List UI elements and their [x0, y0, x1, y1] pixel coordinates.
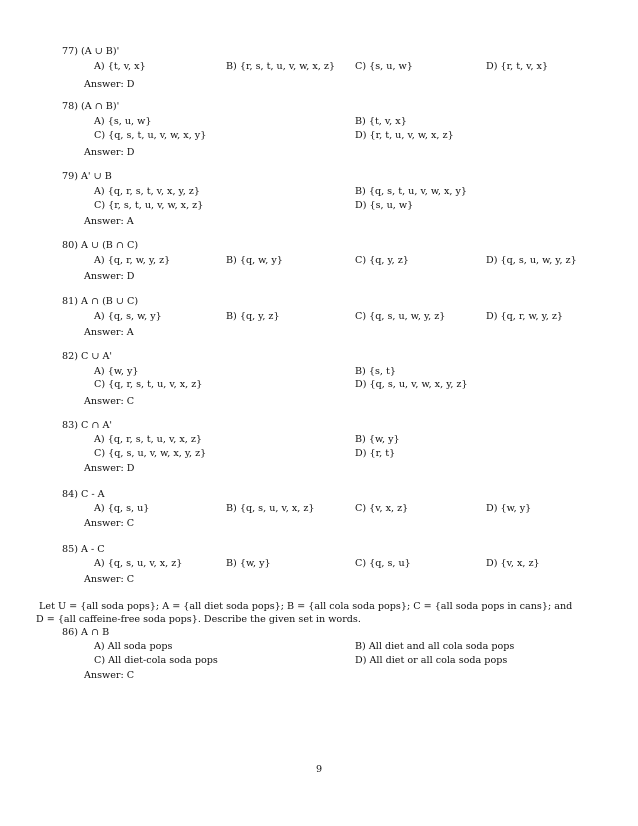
option-b: B) {s, t} — [355, 366, 396, 377]
option-c: C) {q, s, u, w, y, z} — [355, 311, 446, 322]
option-a: A) {q, r, w, y, z} — [94, 255, 171, 266]
question-title: 77) (A ∪ B)' — [62, 46, 120, 57]
question-title: 85) A - C — [62, 544, 105, 555]
intro-line-2: D = {all caffeine-free soda pops}. Describe the given set in words. — [36, 614, 361, 625]
option-b: B) {w, y} — [226, 558, 271, 569]
option-a: A) All soda pops — [94, 641, 173, 652]
question-title: 86) A ∩ B — [62, 627, 110, 638]
option-c: C) {v, x, z} — [355, 503, 409, 514]
section-intro — [36, 600, 596, 626]
answer: Answer: D — [84, 463, 135, 474]
option-c: C) {q, s, u} — [355, 558, 411, 569]
option-d: D) {q, s, u, v, w, x, y, z} — [355, 379, 468, 390]
question-title: 80) A ∪ (B ∩ C) — [62, 240, 139, 251]
option-a: A) {q, s, u, v, x, z} — [94, 558, 183, 569]
question-title: 81) A ∩ (B ∪ C) — [62, 296, 139, 307]
option-b: B) {w, y} — [355, 434, 400, 445]
option-c: C) {q, s, t, u, v, w, x, y} — [94, 130, 207, 141]
option-a: A) {q, s, w, y} — [94, 311, 162, 322]
option-b: B) {t, v, x} — [355, 116, 407, 127]
answer: Answer: C — [84, 518, 135, 529]
answer: Answer: C — [84, 574, 135, 585]
option-b: B) All diet and all cola soda pops — [355, 641, 515, 652]
option-c: C) {q, s, u, v, w, x, y, z} — [94, 448, 207, 459]
option-d: D) {q, r, w, y, z} — [486, 311, 564, 322]
page-number: 9 — [315, 764, 323, 775]
question-title: 78) (A ∩ B)' — [62, 101, 120, 112]
option-c: C) {q, y, z} — [355, 255, 409, 266]
option-c: C) {r, s, t, u, v, w, x, z} — [94, 200, 204, 211]
option-a: A) {q, r, s, t, v, x, y, z} — [94, 186, 200, 197]
option-b: B) {r, s, t, u, v, w, x, z} — [226, 61, 336, 72]
option-b: B) {q, y, z} — [226, 311, 280, 322]
option-a: A) {s, u, w} — [94, 116, 152, 127]
option-b: B) {q, s, t, u, v, w, x, y} — [355, 186, 468, 197]
answer: Answer: C — [84, 670, 135, 681]
answer: Answer: C — [84, 396, 135, 407]
option-d: D) {r, t, u, v, w, x, z} — [355, 130, 454, 141]
option-c: C) {s, u, w} — [355, 61, 413, 72]
option-a: A) {q, s, u} — [94, 503, 150, 514]
question-title: 84) C - A — [62, 489, 105, 500]
answer: Answer: A — [84, 327, 134, 338]
question-title: 82) C ∪ A' — [62, 351, 113, 362]
option-d: D) {v, x, z} — [486, 558, 540, 569]
option-d: D) {r, t} — [355, 448, 396, 459]
option-a: A) {t, v, x} — [94, 61, 146, 72]
option-c: C) All diet-cola soda pops — [94, 655, 218, 666]
answer: Answer: D — [84, 147, 135, 158]
option-d: D) All diet or all cola soda pops — [355, 655, 508, 666]
answer: Answer: D — [84, 79, 135, 90]
question-title: 83) C ∩ A' — [62, 420, 113, 431]
option-d: D) {r, t, v, x} — [486, 61, 549, 72]
option-b: B) {q, w, y} — [226, 255, 283, 266]
option-d: D) {s, u, w} — [355, 200, 414, 211]
answer: Answer: A — [84, 216, 134, 227]
option-d: D) {q, s, u, w, y, z} — [486, 255, 577, 266]
question-title: 79) A' ∪ B — [62, 171, 112, 182]
option-c: C) {q, r, s, t, u, v, x, z} — [94, 379, 203, 390]
option-a: A) {q, r, s, t, u, v, x, z} — [94, 434, 202, 445]
answer: Answer: D — [84, 271, 135, 282]
option-d: D) {w, y} — [486, 503, 532, 514]
option-a: A) {w, y} — [94, 366, 139, 377]
option-b: B) {q, s, u, v, x, z} — [226, 503, 315, 514]
intro-line-1: Let U = {all soda pops}; A = {all diet soda pops}; B = {all cola soda pops}; C = {all soda pops in cans}; and — [36, 601, 573, 612]
